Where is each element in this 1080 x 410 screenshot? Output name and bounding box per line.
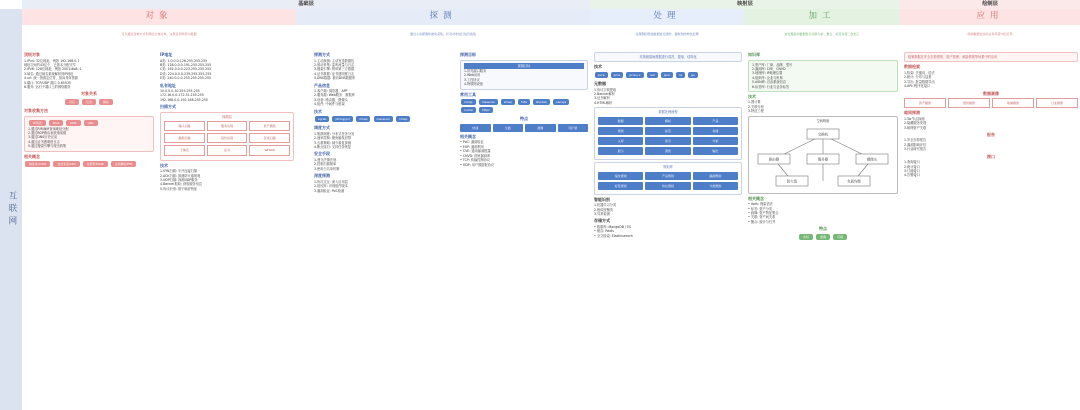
apply-title-2: 数据画像 [983, 90, 999, 96]
relation-tag: 解析 [99, 99, 113, 105]
band-probe: 探测 [296, 9, 590, 25]
feature-tag: 实时 [799, 234, 813, 240]
list-item: 3.工控协议 [464, 77, 480, 82]
tech-tag: re [676, 72, 685, 78]
list-item: • TCP: 传输控制协议 [460, 158, 491, 163]
header-mapping: 映射层 [590, 0, 900, 9]
profile-cell: 资产画像 [904, 98, 946, 108]
list-item: 1.查询接口 [904, 160, 920, 165]
list-item: • 标签: 资产分类 [748, 206, 773, 211]
list-item: 1.Tor节点探测 [904, 116, 925, 121]
process-title-3: 智能识别 [594, 196, 610, 202]
list-item: B类: 128.0.0.0-191.255.255.255 [160, 62, 212, 67]
tech-pill: masscan [374, 116, 393, 122]
tech-pill: zmap [356, 116, 370, 122]
list-item: 3.UDP扫描: 探测UDP服务 [160, 177, 198, 182]
apply-title-5: 接口 [987, 153, 995, 159]
object-column [24, 50, 154, 407]
list-item: 5.ASN库: 自治系统信息 [752, 80, 787, 85]
rule-diagram-title: 规则库 [663, 165, 673, 170]
scan-cell: 证书 [207, 145, 248, 155]
relation-tags [24, 98, 154, 106]
list-item: 3.域名: 通过域名系统解析到IP地址 [24, 71, 74, 76]
refine-title-2: 技术 [748, 93, 756, 99]
refine-column [748, 50, 898, 407]
list-item: 3.证书解析 [594, 96, 610, 101]
list-item: 3.特征工程 [748, 109, 764, 114]
list-item: 6.标签库: 行业与业务标签 [752, 84, 790, 89]
relation-tag: 对应 [65, 99, 79, 105]
list-item: 5.端口: TCP/UDP 端口 0-65535 [24, 80, 71, 85]
tech-tag: re2 [647, 72, 658, 78]
flow-cell: 产品 [693, 117, 738, 125]
list-item: 地址空间约43亿个，已基本分配完毕 [24, 62, 76, 67]
list-item: • 关联: 资产间关系 [748, 215, 776, 220]
list-item: • PoC: 漏洞验证 [460, 140, 484, 145]
list-item: 2.漏洞影响评估 [904, 142, 927, 147]
subtext-process: 对探测的原始数据进行清洗、提取和结构化处理 [635, 32, 699, 36]
method-tag: IP列表 [29, 120, 46, 126]
flow-cell: 规则 [598, 127, 643, 135]
list-item: 3.地理库: IP地理位置 [752, 71, 783, 76]
tool-tag: masscan [479, 99, 498, 105]
apply-title-1: 数据检索 [904, 64, 920, 70]
list-item: 1.通过RIR/NIR查询地址分配 [28, 126, 69, 131]
list-item: 3.漏洞验证: PoC检测 [314, 188, 345, 193]
flow-cell: 存储 [693, 127, 738, 135]
feature-cell: 快速 [460, 124, 491, 132]
scan-cell: 指纹识别 [207, 133, 248, 143]
header-base: 基础层 [22, 0, 590, 9]
list-item: 3.暗网资产关联 [904, 125, 927, 130]
space-mapping-title: 空间映射 [816, 118, 830, 123]
network-diagram [752, 127, 894, 191]
tool-tag: censys [553, 99, 569, 105]
profile-cell: 组织画像 [948, 98, 990, 108]
side-label-panel [0, 9, 22, 410]
band-apply: 应用 [900, 9, 1080, 25]
refine-title-4: 特点 [819, 226, 827, 232]
list-item: 4.组织库: 企业与机构 [752, 75, 783, 80]
tool-tag: zmap [501, 99, 515, 105]
tool-tag: nmap [461, 99, 476, 105]
list-item: 4.Banner抓取: 获取服务信息 [160, 182, 203, 187]
header-drawing: 绘制层 [900, 0, 1080, 9]
tool-tag: nuclei [461, 107, 476, 113]
list-item: 3.导出: 批量数据导出 [904, 79, 935, 84]
list-item: • 画像: 资产特征集合 [748, 211, 779, 216]
list-item: 1.IPv4: 32位地址，例如 192.168.0.1 [24, 58, 80, 63]
process-title-4: 存储方式 [594, 218, 610, 224]
list-item: • CVE: 通用漏洞披露 [460, 149, 491, 154]
band-object: 对象 [22, 9, 296, 25]
relation-tag: 包含 [82, 99, 96, 105]
probe2-title-5: 安全手段 [314, 151, 330, 157]
list-item: 4.告警接口 [904, 173, 920, 178]
flow-cell: 标签 [645, 127, 690, 135]
concept-tags [24, 160, 154, 168]
list-item: 2.Banner解析 [594, 91, 615, 96]
list-item: 5.通过搜索引擎与爬虫收集 [28, 144, 67, 149]
list-item: 2.统计接口 [904, 164, 920, 169]
method-tag: URL [84, 120, 98, 126]
flow-cell: 清洗 [645, 147, 690, 155]
scan-diagram [160, 112, 294, 161]
list-item: D类: 224.0.0.0-239.255.255.255 [160, 71, 212, 76]
node-label: 交换机 [817, 132, 829, 137]
rule-cell: 漏洞规则 [693, 172, 738, 180]
list-item: • CNVD: 国家漏洞库 [460, 153, 491, 158]
subtext-refine: 对处理后的数据进行关联分析、聚合、标签化等二次加工 [784, 32, 860, 36]
list-item: 2.漏洞库: CVE、CNVD [752, 66, 786, 71]
tech-pill: zgrab [315, 116, 329, 122]
concept-tag: 注册机构RIR [83, 161, 108, 167]
list-item: 3.搜索引擎: 利用第三方数据 [314, 67, 355, 72]
knowledge-box [748, 60, 898, 92]
list-item: 1.遵守法律法规 [314, 157, 337, 162]
process-column [594, 50, 742, 407]
list-item: • 聚合: 统计与归并 [748, 219, 776, 224]
list-item: 2.服务端: Web服务、数据库 [314, 93, 355, 98]
list-item: 2.Web应用 [464, 73, 481, 78]
side-label: 互联网 [6, 190, 17, 229]
list-item: 2.指纹库: 识别组件版本 [314, 184, 348, 189]
process-tech-tags [594, 71, 742, 79]
list-item: 1.集群调度: 分布式任务分发 [314, 131, 355, 136]
object-title-1: 顶级对象 [24, 52, 40, 57]
rule-cell: 协议规则 [645, 182, 690, 190]
apply-intro-box: 绘制数据在安全态势感知、资产管理、威胁情报等场景中的应用 [904, 52, 1078, 62]
scan-cell: 目录扫描 [249, 133, 290, 143]
list-item: 1.安全态势报告 [904, 138, 927, 143]
list-item: 1.SYN扫描: 半开连接扫描 [160, 169, 197, 174]
scan-cell: 端口扫描 [164, 121, 205, 131]
rule-diagram [594, 162, 742, 195]
list-item: 2.隐藏服务发现 [904, 121, 927, 126]
scan-diagram-title: 探测层 [222, 114, 232, 119]
list-item: 1.资产库: 厂商、品牌、型号 [752, 62, 793, 67]
probe-column-2 [314, 50, 444, 407]
list-item: 4.API: 程序化接口 [904, 84, 931, 89]
list-item: • 数据库: MongoDB / ES [594, 225, 632, 229]
concept-tag: 反向解析PTR [111, 161, 137, 167]
list-item: 3.设备: 路由器、摄像头 [314, 97, 348, 102]
rule-cell: 指纹规则 [598, 172, 643, 180]
scan-cell: 子域名 [164, 145, 205, 155]
tool-tag: fofa [518, 99, 530, 105]
list-item: 1.主动探测: 主动发送数据包 [314, 58, 355, 63]
scan-cell: 服务识别 [207, 121, 248, 131]
profile-cell: 地域画像 [992, 98, 1034, 108]
list-item: C类: 192.0.0.0-223.255.255.255 [160, 67, 212, 72]
list-item: 3.去重策略: 减少重复探测 [314, 140, 352, 145]
list-item: 1.机器学习分类 [594, 203, 617, 208]
process-flow-diagram [594, 107, 742, 160]
rule-cell: 标签规则 [598, 182, 643, 190]
object-lines-1 [24, 59, 154, 90]
scan-cell: 资产测绘 [249, 121, 290, 131]
feature-tag: 可视 [833, 234, 847, 240]
probe-column-1 [160, 50, 294, 407]
tech-tag: pcre [595, 72, 608, 78]
flow-cell: 数据 [598, 117, 643, 125]
process-flow-title: 数据处理流程 [658, 110, 678, 115]
probe3-title-1: 探测目标 [460, 52, 476, 57]
object-title-3: 对象收集方法 [24, 108, 48, 113]
list-item: 2.被动采集: 监听流量与日志 [314, 62, 355, 67]
list-item: 2.速率控制: 避免触发封禁 [314, 136, 352, 141]
feature-cell: 可扩展 [558, 124, 589, 132]
probe-target-title: 探测目标 [464, 63, 584, 69]
list-item: 4.HTML解析 [594, 100, 613, 105]
list-item: 2.关联分析 [748, 104, 764, 109]
tool-tag: shodan [533, 99, 550, 105]
object-title-2: 对象关系 [81, 91, 97, 97]
methods-box [24, 116, 154, 152]
list-item: 5.协议识别: 基于响应特征 [160, 186, 198, 191]
flow-cell: 入库 [598, 137, 643, 145]
list-item: 4.证书数据: 证书透明度日志 [314, 71, 355, 76]
concept-tag: 自治系统ASN [53, 161, 79, 167]
rule-cell: 产品规则 [645, 172, 690, 180]
list-item: 6.服务: 运行于端口上的网络服务 [24, 84, 71, 89]
process-title-1: 技术 [594, 64, 602, 70]
probe2-title-6: 深度探测 [314, 173, 330, 179]
list-item: 2.IPv6: 128位地址，例如 2001:db8::1 [24, 67, 82, 72]
list-item: 192.168.0.0-192.168.255.255 [160, 97, 208, 102]
probe1-title-3: 扫描方式 [160, 104, 176, 110]
refine-features [748, 233, 898, 241]
node-label: 防火墙 [786, 179, 798, 184]
list-item: 2.统计: 分布与趋势 [904, 75, 932, 80]
list-item: 1.协议交互: 深入应用层 [314, 179, 348, 184]
node-label: 路由器 [768, 157, 780, 162]
refine-title-1: 知识库 [748, 52, 760, 57]
rule-cell: 分类规则 [693, 182, 738, 190]
feature-cell: 全面 [493, 124, 524, 132]
list-item: 1.协议字段提取 [594, 87, 617, 92]
apply-title-4: 报告 [987, 131, 995, 137]
list-item: • UDP: 用户数据报协议 [460, 162, 495, 167]
tool-tags [460, 98, 588, 114]
list-item: 172.16.0.0-172.31.255.255 [160, 93, 204, 98]
list-item: 1.检索: 关键词、语法 [904, 70, 935, 75]
probe-target-box [460, 60, 588, 90]
tech-pill: nmap [396, 116, 411, 122]
list-item: 3.使用白名单机制 [314, 166, 340, 171]
list-item: • 全文检索: Elasticsearch [594, 233, 633, 238]
band-process: 处理 [590, 9, 744, 25]
scan-cell: 漏洞扫描 [164, 133, 205, 143]
apply-title-3: 暗网探测 [904, 110, 920, 116]
tech-tag: go [688, 72, 698, 78]
list-item: 2.ACK扫描: 探测防火墙规则 [160, 173, 201, 178]
list-item: 2.通过BGP路由表获取前缀 [28, 131, 67, 136]
probe3-title-4: 相关概念 [460, 133, 476, 139]
list-item: 1.图计算 [748, 100, 761, 105]
tech-tag: pcre [611, 72, 624, 78]
list-item: • EXP: 漏洞利用 [460, 144, 484, 149]
subtext-apply: 绘制数据在实际业务场景中的应用 [967, 32, 1013, 36]
scan-cell: WHOIS [249, 145, 290, 155]
flow-cell: 展示 [598, 147, 643, 155]
list-item: A类: 1.0.0.0-126.255.255.255 [160, 58, 208, 63]
feature-cell: 准确 [525, 124, 556, 132]
subtext-probe: 通过主动探测和被动采集，针对对象进行信息收集 [409, 32, 476, 36]
tech-tag: pcre++ [626, 72, 644, 78]
subtext-object: 可以通过各种方式利用的主体对象，这里仅列举部分数据 [121, 32, 197, 36]
probe-column-3 [460, 50, 588, 407]
probe2-title-1: 探测方式 [314, 52, 330, 57]
list-item: 1.客户端: 浏览器、APP [314, 89, 348, 94]
apply-column [904, 50, 1078, 407]
node-label: 摄像头 [866, 157, 878, 162]
list-item: E类: 240.0.0.0-255.255.255.255 [160, 76, 212, 81]
method-tag: IPv6 [49, 120, 63, 126]
refine-title-3: 相关概念 [748, 195, 764, 201]
method-tag: DNS [66, 120, 80, 126]
probe2-title-2: 产品信息 [314, 82, 330, 88]
list-item: 4.断点续扫: 支持任务恢复 [314, 145, 352, 150]
object-title-4: 相关概念 [24, 153, 40, 159]
space-mapping-diagram [748, 116, 898, 194]
list-item: 4.通过证书透明度日志 [28, 139, 60, 144]
list-item: 5.DNS数据: 被动DNS数据库 [314, 76, 356, 81]
list-item: 10.0.0.0-10.255.255.255 [160, 89, 200, 94]
tool-tag: httpx [479, 107, 493, 113]
probe1-title-2: 私有地址 [160, 82, 176, 88]
process-title-2: 元数据 [594, 81, 606, 87]
list-item: 2.控制扫描频率 [314, 162, 337, 167]
node-label: 服务器 [817, 157, 829, 162]
probe1-title-4: 技术 [160, 162, 168, 168]
band-refine: 加工 [744, 9, 900, 25]
tech-pill: pfring(pc) [332, 116, 353, 122]
list-item: 3.异常检测 [594, 212, 610, 217]
list-item: 2.相似度聚类 [594, 207, 613, 212]
probe3-title-3: 特点 [520, 116, 528, 122]
list-item: • 缓存: Redis [594, 229, 614, 234]
list-item: 1.常见端口服务 [464, 68, 487, 73]
probe3-title-2: 常用工具 [460, 91, 476, 97]
list-item: 4.组件: 中间件与框架 [314, 102, 345, 107]
feature-tag: 准确 [816, 234, 830, 240]
tech-pills [314, 115, 444, 123]
list-item: • dork: 搜索语法 [748, 202, 773, 207]
list-item: 3.行业研究报告 [904, 147, 927, 152]
profile-cell: 行业画像 [1036, 98, 1078, 108]
list-item: 4.物联网设备 [464, 82, 483, 87]
flow-cell: 索引 [645, 137, 690, 145]
concept-tag: 地址块/CIDR [25, 161, 50, 167]
flow-cell: 解析 [645, 117, 690, 125]
list-item: 3.订阅接口 [904, 168, 920, 173]
flow-cell: 分析 [693, 137, 738, 145]
probe2-title-3: 技术 [314, 108, 322, 114]
node-label: 负载均衡 [847, 179, 861, 184]
tech-tag: json [661, 72, 673, 78]
flow-cell: 输出 [693, 147, 738, 155]
process-intro-box: 对探测原始数据进行清洗、提取、结构化 [594, 52, 742, 62]
list-item: 4.url: 统一资源定位符，指向具体资源 [24, 76, 78, 81]
probe1-title-1: IP地址 [160, 52, 173, 57]
list-item: 3.通过DNS历史记录 [28, 135, 58, 140]
probe2-title-4: 调度方式 [314, 125, 330, 131]
